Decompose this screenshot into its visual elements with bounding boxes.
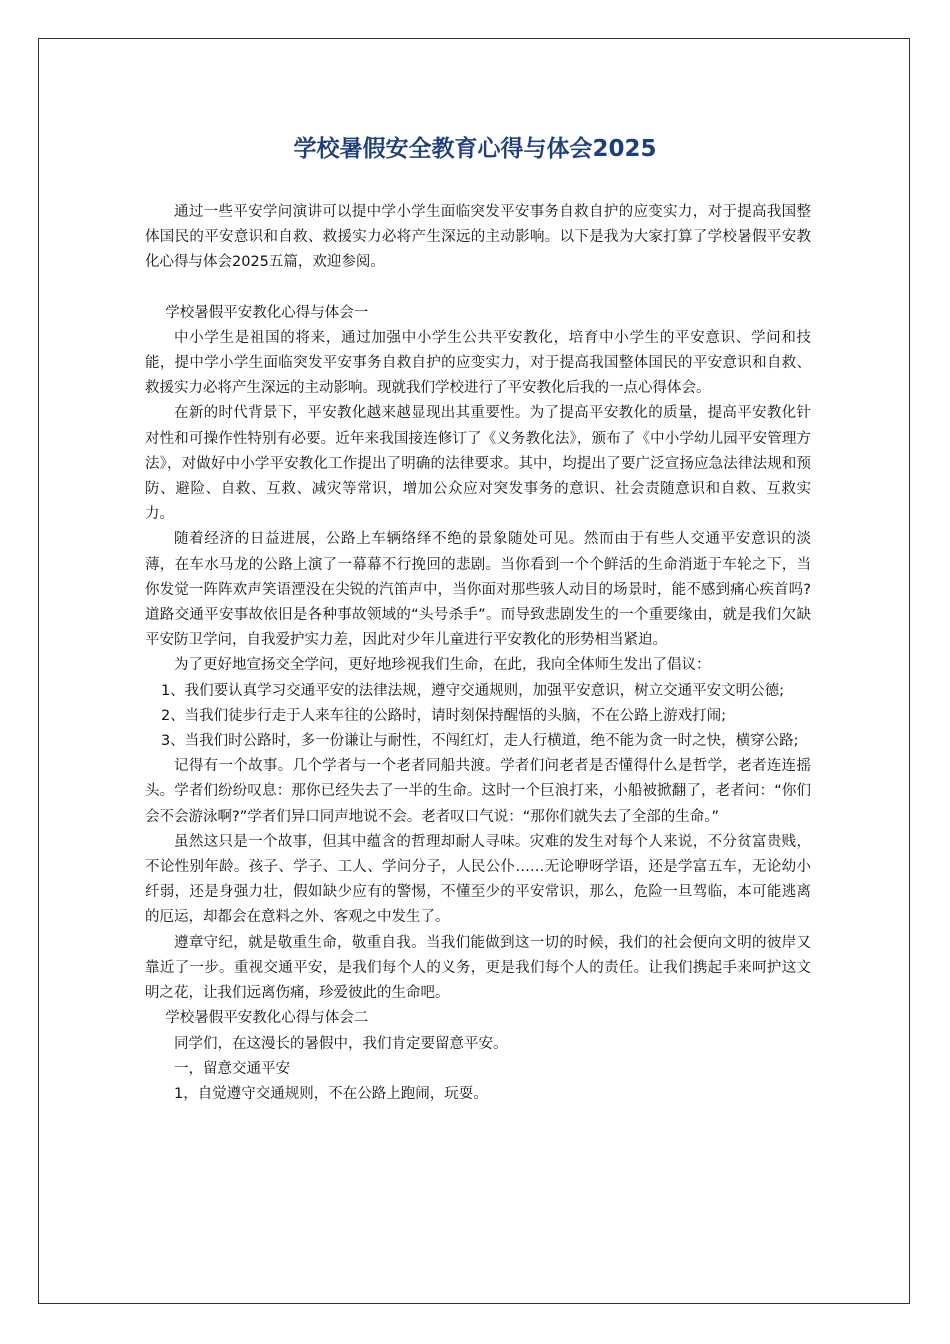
- body-paragraph: 遵章守纪，就是敬重生命，敬重自我。当我们能做到这一切的时候，我们的社会便向文明的彼岸又靠近了一步。重视交通平安，是我们每个人的义务，更是我们每个人的责任。让我们携起手来呵护这文明之花，让我们远离伤痛，珍爱彼此的生命吧。: [145, 934, 811, 1002]
- document-body: [145, 200, 811, 1107]
- body-paragraph: 记得有一个故事。几个学者与一个老者同船共渡。学者们问老者是否懂得什么是哲学，老者连连摇头。学者们纷纷叹息：那你已经失去了一半的生命。这时一个巨浪打来，小船被掀翻了，老者问：“你们会不会游泳啊?”学者们异口同声地说不会。老者叹口气说：“那你们就失去了全部的生命。”: [145, 758, 811, 825]
- body-paragraph: 同学们，在这漫长的暑假中，我们肯定要留意平安。: [174, 1035, 508, 1052]
- subsection-heading: 一，留意交通平安: [174, 1060, 290, 1077]
- list-item-1: 1、我们要认真学习交通平安的法律法规，遵守交通规则，加强平安意识，树立交通平安文明公德;: [160, 682, 785, 699]
- body-paragraph: 为了更好地宣扬交全学问，更好地珍视我们生命，在此，我向全体师生发出了倡议：: [174, 657, 711, 674]
- blank-line: [145, 276, 811, 301]
- body-paragraph: 随着经济的日益进展，公路上车辆络绎不绝的景象随处可见。然而由于有些人交通平安意识的淡薄，在车水马龙的公路上演了一幕幕不行挽回的悲剧。当你看到一个个鲜活的生命消逝于车轮之下，当你发觉一阵阵欢声笑语湮没在尖锐的汽笛声中，当你面对那些骇人动目的场景时，能不感到痛心疾首吗?道路交通平安事故依旧是各种事故领域的“头号杀手”。而导致悲剧发生的一个重要缘由，就是我们欠缺平安防卫学问，自我爱护实力差，因此对少年儿童进行平安教化的形势相当紧迫。: [145, 531, 811, 649]
- list-item-3: 3、当我们时公路时，多一份谦让与耐性，不闯红灯，走人行横道，绝不能为贪一时之快，横穿公路;: [160, 733, 799, 750]
- section-heading-1: 学校暑假平安教化心得与体会一: [165, 304, 369, 321]
- body-paragraph: 在新的时代背景下，平安教化越来越显现出其重要性。为了提高平安教化的质量，提高平安教化针对性和可操作性特别有必要。近年来我国接连修订了《义务教化法》，颁布了《中小学幼儿园平安管理方法》，对做好中小学平安教化工作提出了明确的法律要求。其中，均提出了要广泛宣扬应急法律法规和预防、避险、自救、互救、减灾等常识，增加公众应对突发事务的意识、社会责随意识和自救、互救实力。: [145, 405, 811, 523]
- document-title: 学校暑假安全教育心得与体会2025: [293, 136, 657, 162]
- list-item-2: 2、当我们徒步行走于人来车往的公路时，请时刻保持醒悟的头脑，不在公路上游戏打闹;: [160, 707, 727, 724]
- body-paragraph: 1，自觉遵守交通规则，不在公路上跑闹，玩耍。: [174, 1085, 488, 1102]
- body-paragraph: 中小学生是祖国的将来，通过加强中小学生公共平安教化，培育中小学生的平安意识、学问和技能，提中学小学生面临突发平安事务自救自护的应变实力，对于提高我国整体国民的平安意识和自救、救援实力必将产生深远的主动影响。现就我们学校进行了平安教化后我的一点心得体会。: [145, 329, 811, 397]
- body-paragraph: 虽然这只是一个故事，但其中蕴含的哲理却耐人寻味。灾难的发生对每个人来说，不分贫富贵贱，不论性别年龄。孩子、学子、工人、学问分子，人民公仆……无论咿呀学语，还是学富五车，无论幼小纤弱，还是身强力壮，假如缺少应有的警惕，不懂至少的平安常识，那么，危险一旦驾临，本可能逃离的厄运，却都会在意料之外、客观之中发生了。: [145, 833, 811, 926]
- section-heading-2: 学校暑假平安教化心得与体会二: [165, 1010, 369, 1027]
- intro-paragraph: 通过一些平安学问演讲可以提中学小学生面临突发平安事务自救自护的应变实力，对于提高我国整体国民的平安意识和自救、救援实力必将产生深远的主动影响。以下是我为大家打算了学校暑假平安教化心得与体会2025五篇，欢迎参阅。: [145, 204, 811, 271]
